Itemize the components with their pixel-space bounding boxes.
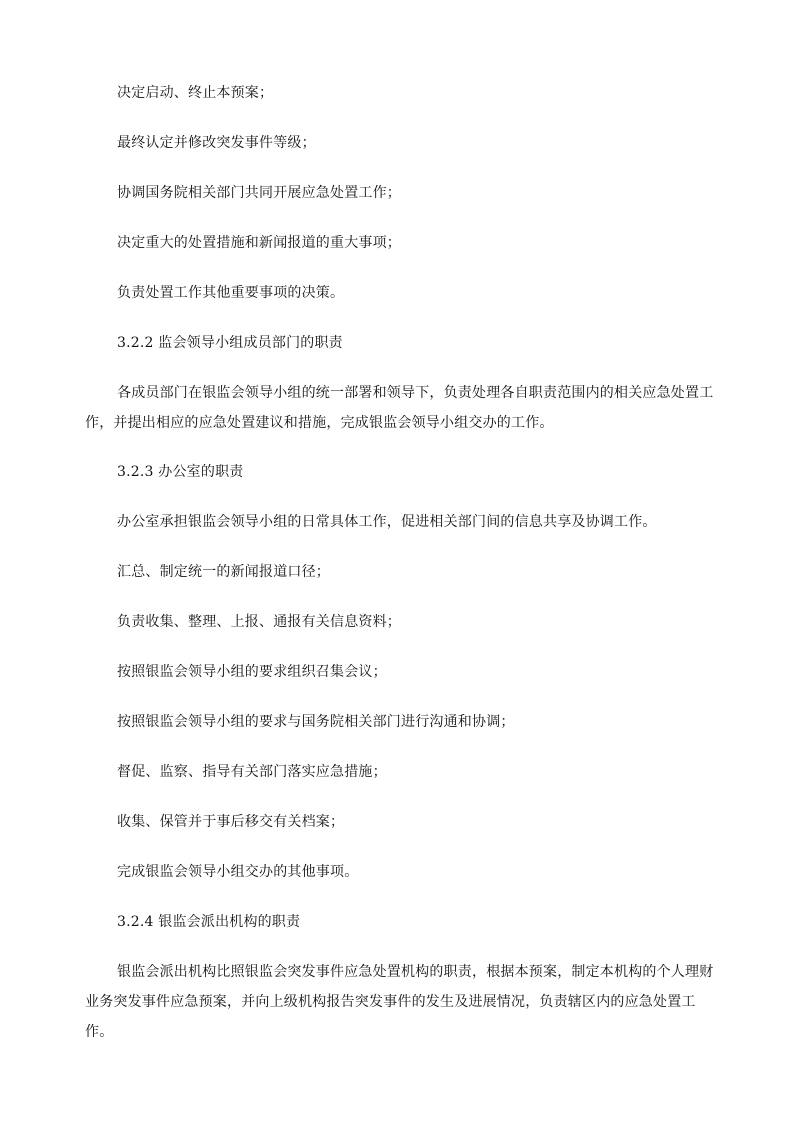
paragraph: 办公室承担银监会领导小组的日常具体工作，促进相关部门间的信息共享及协调工作。 [117, 514, 657, 530]
paragraph: 决定启动、终止本预案； [117, 85, 274, 101]
paragraph: 负责收集、整理、上报、通报有关信息资料； [117, 614, 401, 630]
paragraph: 协调国务院相关部门共同开展应急处置工作； [117, 185, 401, 201]
paragraph: 各成员部门在银监会领导小组的统一部署和领导下，负责处理各自职责范围内的相关应急处置工作，并提出相应的应急处置建议和措施，完成银监会领导小组交办的工作。 [85, 385, 714, 431]
paragraph: 汇总、制定统一的新闻报道口径； [117, 564, 330, 580]
section-heading: 3.2.2 监会领导小组成员部门的职责 [117, 335, 343, 351]
paragraph: 决定重大的处置措施和新闻报道的重大事项； [117, 235, 401, 251]
paragraph: 按照银监会领导小组的要求与国务院相关部门进行沟通和协调； [117, 714, 515, 730]
paragraph: 按照银监会领导小组的要求组织召集会议； [117, 664, 387, 680]
section-heading: 3.2.4 银监会派出机构的职责 [117, 914, 301, 930]
paragraph: 收集、保管并于事后移交有关档案； [117, 814, 345, 830]
paragraph: 督促、监察、指导有关部门落实应急措施； [117, 764, 387, 780]
paragraph: 最终认定并修改突发事件等级； [117, 135, 316, 151]
paragraph: 银监会派出机构比照银监会突发事件应急处置机构的职责，根据本预案，制定本机构的个人理财业务突发事件应急预案，并向上级机构报告突发事件的发生及进展情况，负责辖区内的应急处置工作。 [85, 964, 714, 1040]
section-heading: 3.2.3 办公室的职责 [117, 464, 244, 480]
paragraph: 完成银监会领导小组交办的其他事项。 [117, 864, 359, 880]
paragraph: 负责处置工作其他重要事项的决策。 [117, 285, 345, 301]
